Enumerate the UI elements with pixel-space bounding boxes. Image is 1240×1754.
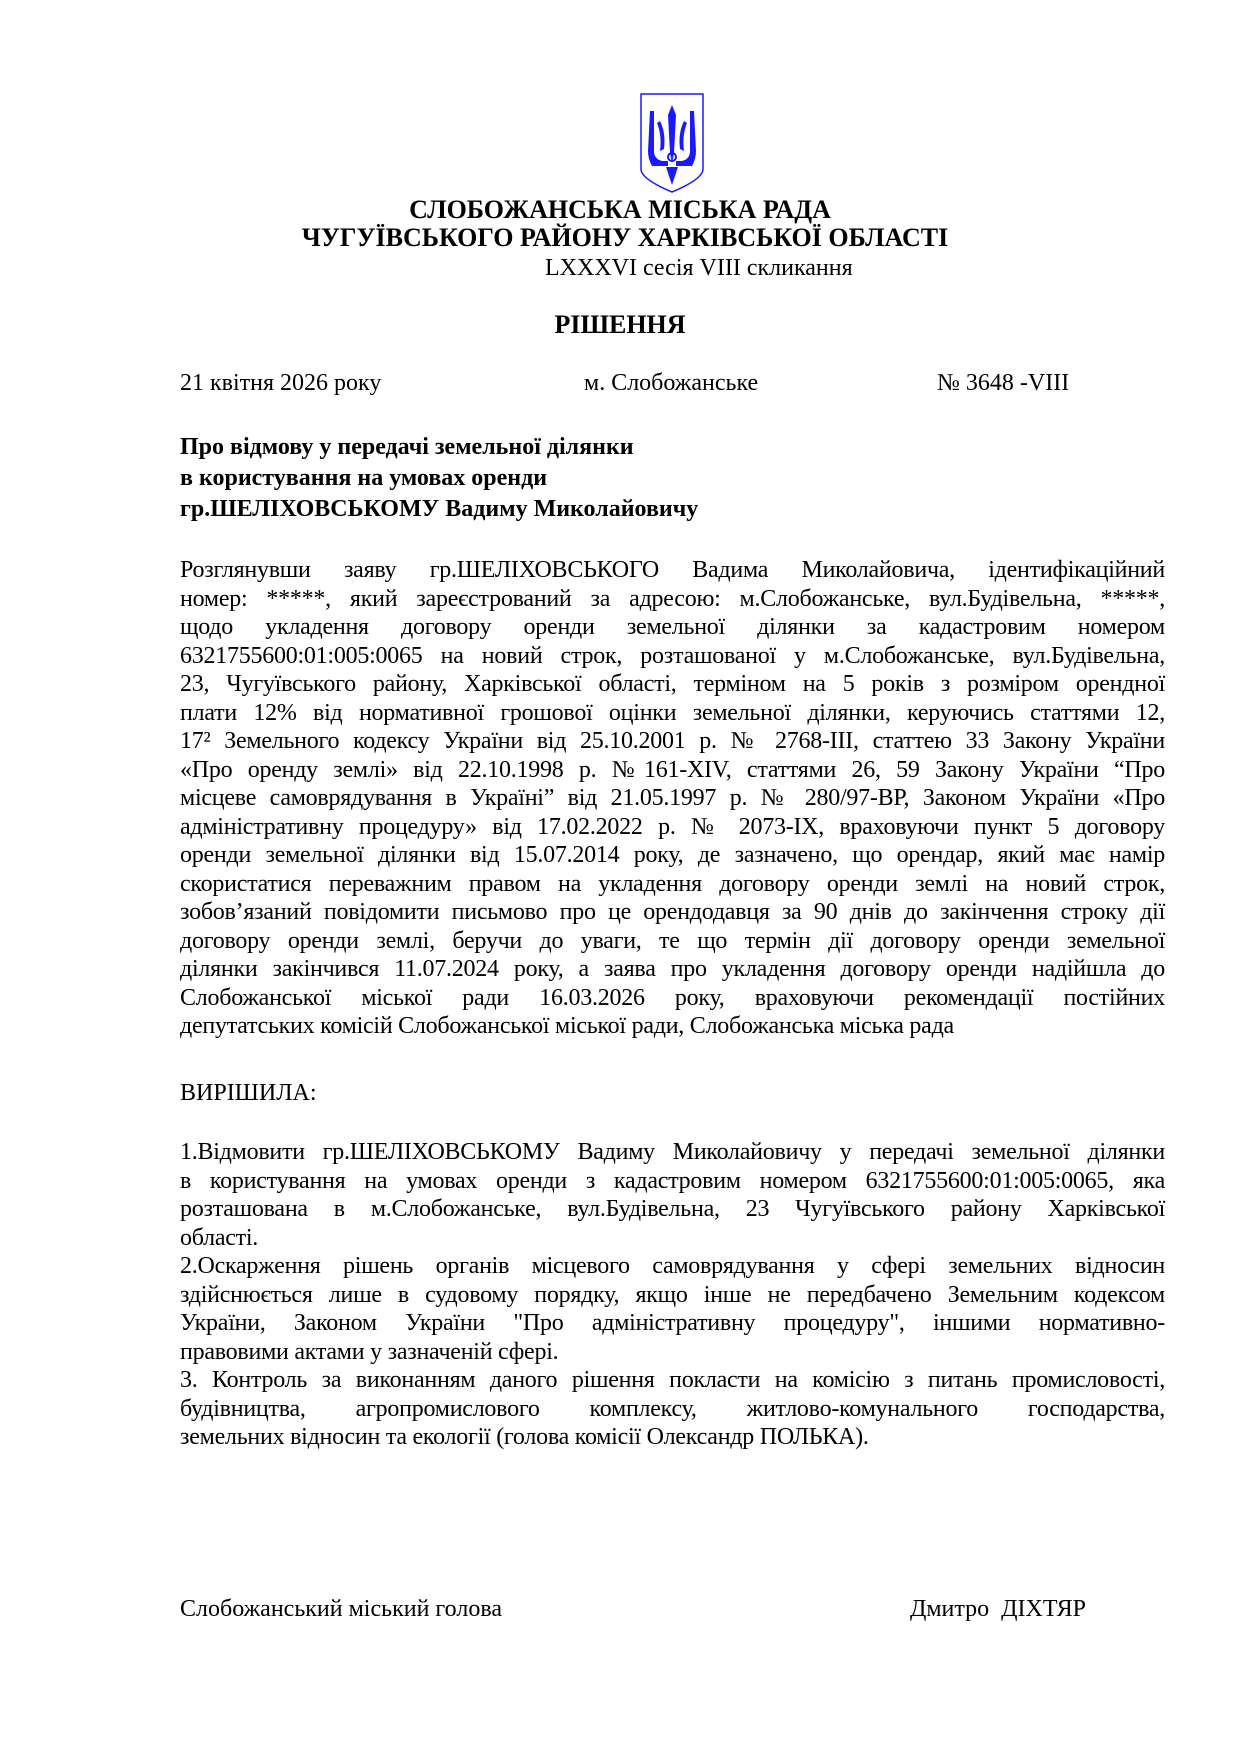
items-line: 2.Оскарження рішень органів місцевого самоврядування у сфері земельних відносин	[180, 1253, 1165, 1279]
subject-line: гр.ШЕЛІХОВСЬКОМУ Вадиму Миколайовичу	[180, 496, 699, 522]
items-line: розташована в м.Слобожанське, вул.Будівельна, 23 Чугуївського району Харківської	[180, 1196, 1165, 1222]
subject-line: в користування на умовах оренди	[180, 465, 548, 491]
signature-title: Слобожанський міський голова	[180, 1596, 502, 1622]
preamble-line: 23, Чугуївського району, Харківської області, терміном на 5 років з розміром орендної	[180, 671, 1165, 697]
preamble-line: щодо укладення договору оренди земельної ділянки за кадастровим номером	[180, 614, 1165, 640]
session-label: LXXXVI сесія VIII скликання	[545, 255, 853, 281]
preamble-line: плати 12% від нормативної грошової оцінки земельної ділянки, керуючись статтями 12,	[180, 699, 1165, 726]
items-line: здійснюється лише в судовому порядку, якщо інше не передбачено Земельним кодексом	[180, 1281, 1165, 1308]
items-line: в користування на умовах оренди з кадастровим номером 6321755600:01:005:0065, яка	[180, 1167, 1165, 1194]
preamble-line: депутатських комісій Слобожанської міської ради, Слобожанська міська рада	[180, 1013, 954, 1039]
preamble-paragraph	[180, 556, 1165, 1041]
preamble-line: адміністративну процедуру» від 17.02.2022 р. № 2073-IX, враховуючи пункт 5 договору	[180, 813, 1165, 840]
decision-place: м. Слобожанське	[584, 370, 759, 396]
subject-line: Про відмову у передачі земельної ділянки	[180, 434, 634, 460]
district-name: ЧУГУЇВСЬКОГО РАЙОНУ ХАРКІВСЬКОЇ ОБЛАСТІ	[301, 223, 949, 252]
coat-of-arms-icon	[640, 93, 704, 193]
items-line: 3. Контроль за виконанням даного рішення покласти на комісію з питань промисловості,	[180, 1367, 1165, 1393]
resolved-label: ВИРІШИЛА:	[180, 1080, 317, 1106]
items-line: 1.Відмовити гр.ШЕЛІХОВСЬКОМУ Вадиму Миколайовичу у передачі земельної ділянки	[180, 1139, 1165, 1165]
items-line: будівництва, агропромислового комплексу, житлово-комунального господарства,	[180, 1395, 1165, 1422]
preamble-line: місцеве самоврядування в Україні” від 21.05.1997 р. № 280/97-ВР, Законом України «Про	[180, 785, 1165, 811]
items-line: України, Законом України "Про адміністративну процедуру", іншими нормативно-	[180, 1310, 1165, 1336]
preamble-line: договору оренди землі, беручи до уваги, те що термін дії договору оренди земельної	[180, 927, 1165, 954]
subject-block	[180, 432, 698, 525]
items-line: земельних відносин та екології (голова комісії Олександр ПОЛЬКА).	[180, 1424, 869, 1450]
preamble-line: зобов’язаний повідомити письмово про це орендодавця за 90 днів до закінчення строку дії	[180, 899, 1165, 925]
signature-name: Дмитро ДІХТЯР	[910, 1596, 1086, 1622]
preamble-line: оренди земельної ділянки від 15.07.2014 року, де зазначено, що орендар, який має намір	[180, 842, 1165, 868]
preamble-line: 6321755600:01:005:0065 на новий строк, розташованої у м.Слобожанське, вул.Будівельна,	[180, 642, 1165, 669]
council-name: СЛОБОЖАНСЬКА МІСЬКА РАДА	[409, 195, 831, 224]
preamble-line: «Про оренду землі» від 22.10.1998 р. №161-XIV, статтями 26, 59 Закону України “Про	[180, 756, 1165, 783]
preamble-line: ділянки закінчився 11.07.2024 року, а заява про укладення договору оренди надійшла до	[180, 956, 1165, 982]
items-line: правовими актами у зазначеній сфері.	[180, 1338, 559, 1365]
preamble-line: 17² Земельного кодексу України від 25.10.2001 р. № 2768-ІІІ, статтею 33 Закону України	[180, 728, 1165, 754]
decision-number: № 3648 -VIII	[937, 370, 1070, 396]
items-line: області.	[180, 1224, 259, 1251]
preamble-line: Слобожанської міської ради 16.03.2026 року, враховуючи рекомендації постійних	[180, 984, 1165, 1011]
preamble-line: Розглянувши заяву гр.ШЕЛІХОВСЬКОГО Вадима Миколайовича, ідентифікаційний	[180, 557, 1165, 583]
preamble-line: скористатися переважним правом на укладення договору оренди землі на новий строк,	[180, 870, 1165, 897]
preamble-line: номер: *****, який зареєстрований за адресою: м.Слобожанське, вул.Будівельна, *****,	[180, 585, 1165, 612]
resolution-items	[180, 1138, 1165, 1452]
decision-date: 21 квітня 2026 року	[180, 370, 382, 396]
document-type: РІШЕННЯ	[554, 310, 686, 339]
